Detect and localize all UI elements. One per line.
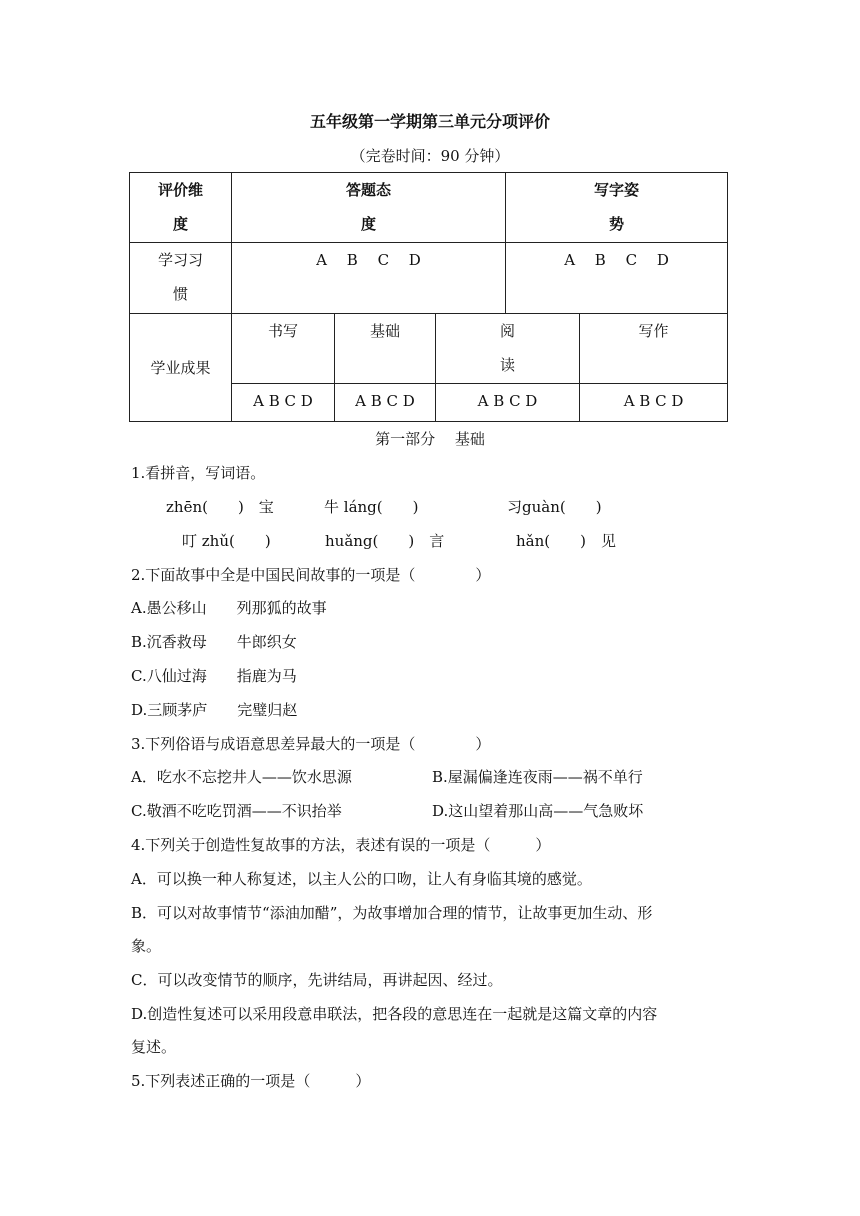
row-achievement: 学业成果 (130, 314, 232, 422)
header-dimension: 评价维 度 (130, 173, 232, 243)
option-a: A.愚公移山 列那狐的故事 (131, 599, 327, 617)
exam-duration: （完卷时间：90 分钟） (350, 147, 510, 165)
row-study-habit: 学习习 惯 (130, 243, 232, 314)
sub-writing: 书写 (232, 314, 335, 384)
header-attitude: 答题态 度 (232, 173, 506, 243)
section-title: 第一部分 基础 (375, 430, 485, 448)
header-posture: 写字姿 势 (506, 173, 728, 243)
question-3: 3.下列俗语与成语意思差异最大的一项是（ ） (131, 735, 491, 753)
option-b: B．可以对故事情节“添油加醋”，为故事增加合理的情节，让故事更加生动、形 (131, 904, 653, 922)
option-d: D.这山望着那山高——气急败坏 (432, 802, 644, 820)
option-a: A．吃水不忘挖井人——饮水思源 (131, 768, 352, 786)
option-c: C．可以改变情节的顺序，先讲结局，再讲起因、经过。 (131, 971, 503, 989)
page-title: 五年级第一学期第三单元分项评价 (309, 112, 550, 131)
pinyin-item: hǎn( ) 见 (516, 532, 616, 550)
sub-basics: 基础 (335, 314, 436, 384)
pinyin-item: 牛 láng( ) (324, 498, 419, 516)
option-c: C.敬酒不吃吃罚酒——不识抬举 (131, 802, 342, 820)
option-d: D.三顾茅庐 完璧归赵 (131, 701, 298, 719)
pinyin-item: 叮 zhǔ( ) (182, 532, 271, 550)
option-c: C.八仙过海 指鹿为马 (131, 667, 297, 685)
pinyin-item: zhēn( ) 宝 (166, 498, 274, 516)
question-4: 4.下列关于创造性复故事的方法，表述有误的一项是（ ） (131, 836, 551, 854)
option-a: A．可以换一种人称复述，以主人公的口吻，让人有身临其境的感觉。 (131, 870, 592, 888)
question-1: 1.看拼音，写词语。 (131, 464, 266, 482)
grade-composition: A B C D (580, 384, 728, 422)
option-b: B.屋漏偏逢连夜雨——祸不单行 (432, 768, 643, 786)
grade-posture: A B C D (506, 243, 728, 314)
sub-reading: 阅 读 (436, 314, 580, 384)
option-d: D.创造性复述可以采用段意串联法，把各段的意思连在一起就是这篇文章的内容 (131, 1005, 658, 1023)
sub-composition: 写作 (580, 314, 728, 384)
pinyin-item: 习guàn( ) (507, 498, 602, 516)
option-b: B.沉香救母 牛郎织女 (131, 633, 297, 651)
grade-writing: A B C D (232, 384, 335, 422)
grade-attitude: A B C D (232, 243, 506, 314)
pinyin-item: huǎng( ) 言 (325, 532, 445, 550)
option-d-continued: 复述。 (131, 1038, 177, 1056)
option-b-continued: 象。 (131, 937, 162, 955)
question-2: 2.下面故事中全是中国民间故事的一项是（ ） (131, 566, 491, 584)
grade-basics: A B C D (335, 384, 436, 422)
question-5: 5.下列表述正确的一项是（ ） (131, 1072, 371, 1090)
grade-reading: A B C D (436, 384, 580, 422)
evaluation-table (129, 172, 728, 422)
